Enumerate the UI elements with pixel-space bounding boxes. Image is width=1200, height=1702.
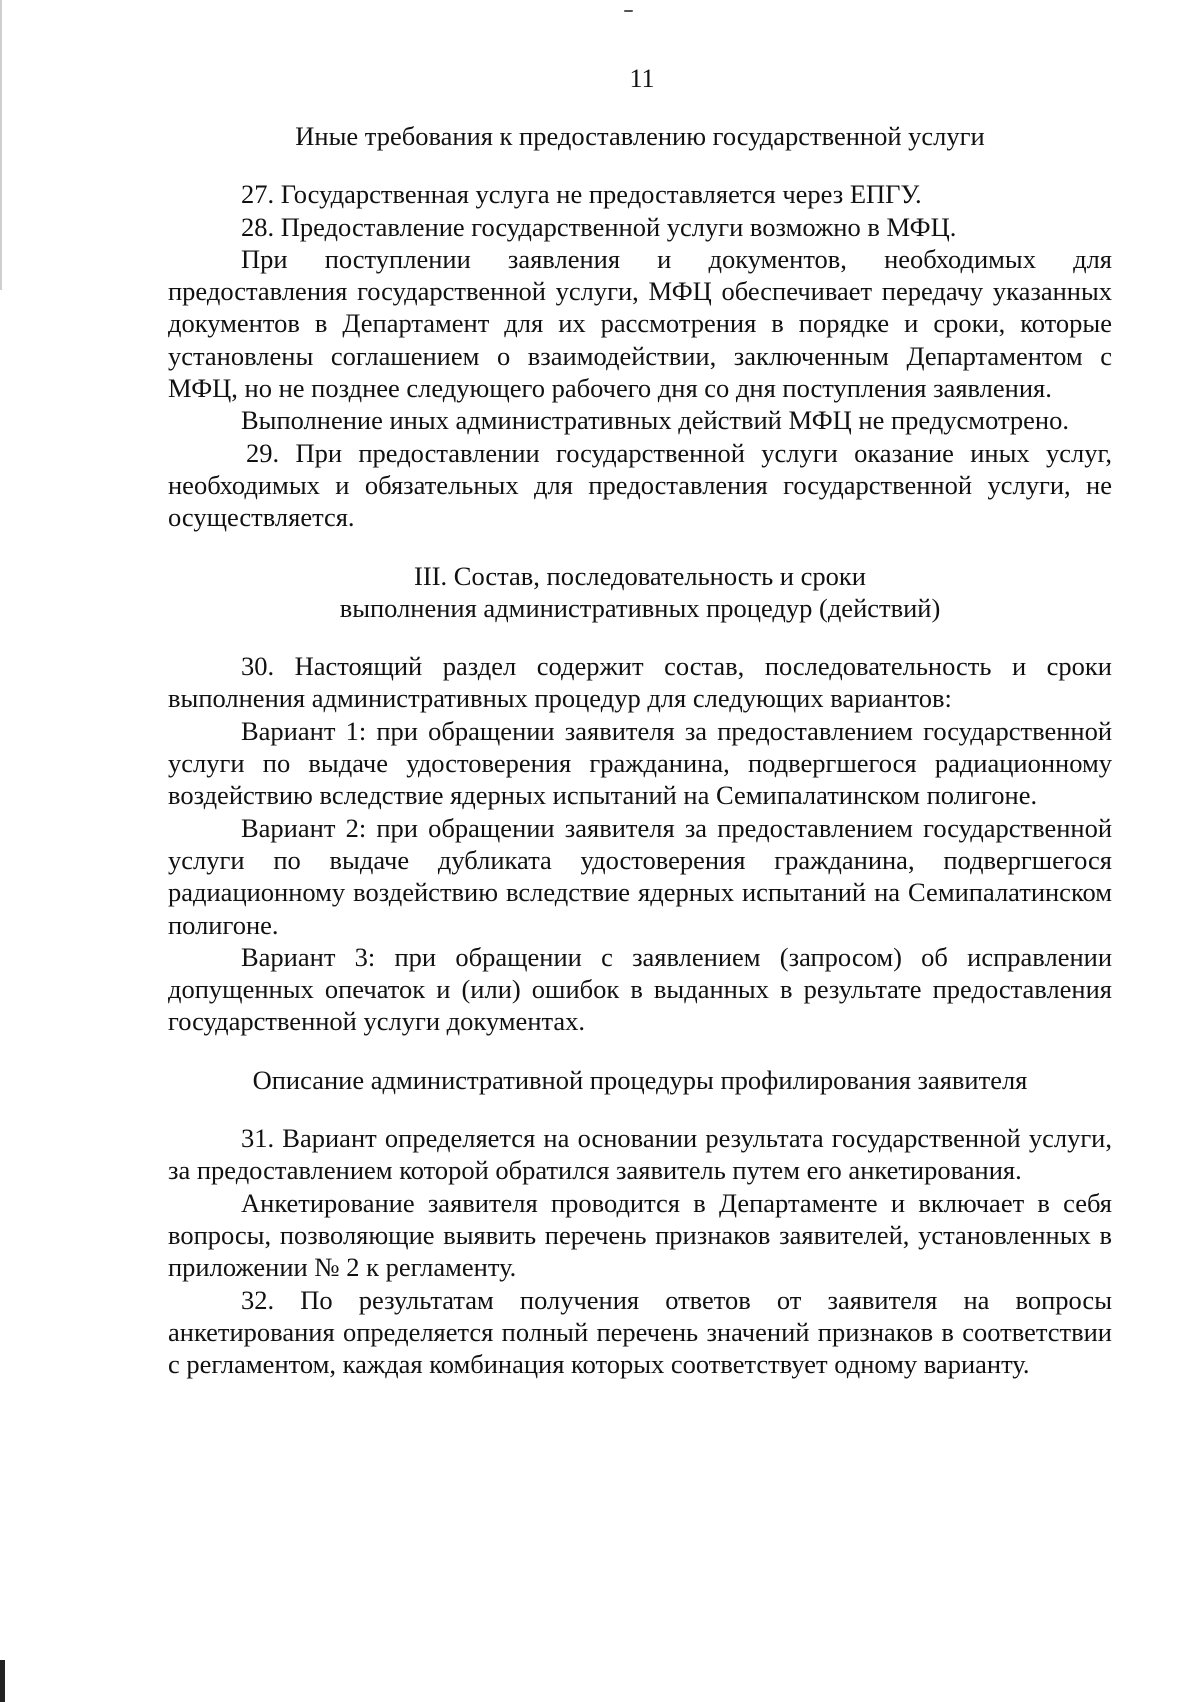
paragraph-31-questionnaire: Анкетирование заявителя проводится в Департаменте и включает в себя вопросы, позволяющие выявить перечень признаков заявителей, установленных в приложении № 2 к регламенту. [168, 1187, 1112, 1283]
paragraph-32: 32. По результатам получения ответов от заявителя на вопросы анкетирования определяется полный перечень значений признаков в соответствии с регламентом, каждая комбинация которых соответствует одному варианту. [168, 1284, 1112, 1380]
section-heading-profiling: Описание административной процедуры профилирования заявителя [252, 1064, 1028, 1095]
scan-edge-mark-top [0, 0, 2, 290]
paragraph-variant-1: Вариант 1: при обращении заявителя за предоставлением государственной услуги по выдаче удостоверения гражданина, подвергшегося радиационному воздействию вследствие ядерных испытаний на Семипалатинском полигоне. [168, 715, 1112, 811]
section-heading-iii [168, 560, 1112, 625]
section-heading-iii-line-2: выполнения административных процедур (действий) [339, 592, 941, 623]
section-heading-iii-line-1: III. Состав, последовательность и сроки [414, 560, 866, 591]
paragraph-29: 29. При предоставлении государственной услуги оказание иных услуг, необходимых и обязательных для предоставления государственной услуги, не осуществляется. [168, 437, 1112, 533]
paragraph-variant-3: Вариант 3: при обращении с заявлением (запросом) об исправлении допущенных опечаток и (или) ошибок в выданных в результате предоставления государственной услуги документах. [168, 941, 1112, 1037]
paragraph-28-other-actions: Выполнение иных административных действий МФЦ не предусмотрено. [241, 405, 1069, 436]
paragraph-31: 31. Вариант определяется на основании результата государственной услуги, за предоставлением которой обратился заявитель путем его анкетирования. [168, 1123, 1112, 1186]
paragraph-28-mfc-transfer: При поступлении заявления и документов, необходимых для предоставления государственной услуги, МФЦ обеспечивает передачу указанных документов в Департамент для их рассмотрения в порядке и сроки, которые установлены соглашением о взаимодействии, заключенным Департаментом с МФЦ, но не позднее следующего рабочего дня со дня поступления заявления. [168, 243, 1112, 404]
paragraph-28: 28. Предоставление государственной услуги возможно в МФЦ. [241, 211, 957, 242]
scan-edge-mark-bottom [0, 1660, 5, 1702]
paragraph-variant-2: Вариант 2: при обращении заявителя за предоставлением государственной услуги по выдаче дубликата удостоверения гражданина, подвергшегося радиационному воздействию вследствие ядерных испытаний на Семипалатинском полигоне. [168, 812, 1112, 940]
scan-speck [624, 10, 633, 12]
paragraph-30: 30. Настоящий раздел содержит состав, последовательность и сроки выполнения административных процедур для следующих вариантов: [168, 651, 1112, 714]
page-number: 11 [629, 64, 655, 93]
document-body [168, 120, 1112, 1380]
section-heading-other-requirements: Иные требования к предоставлению государственной услуги [295, 121, 985, 151]
paragraph-27: 27. Государственная услуга не предоставляется через ЕПГУ. [241, 179, 922, 210]
